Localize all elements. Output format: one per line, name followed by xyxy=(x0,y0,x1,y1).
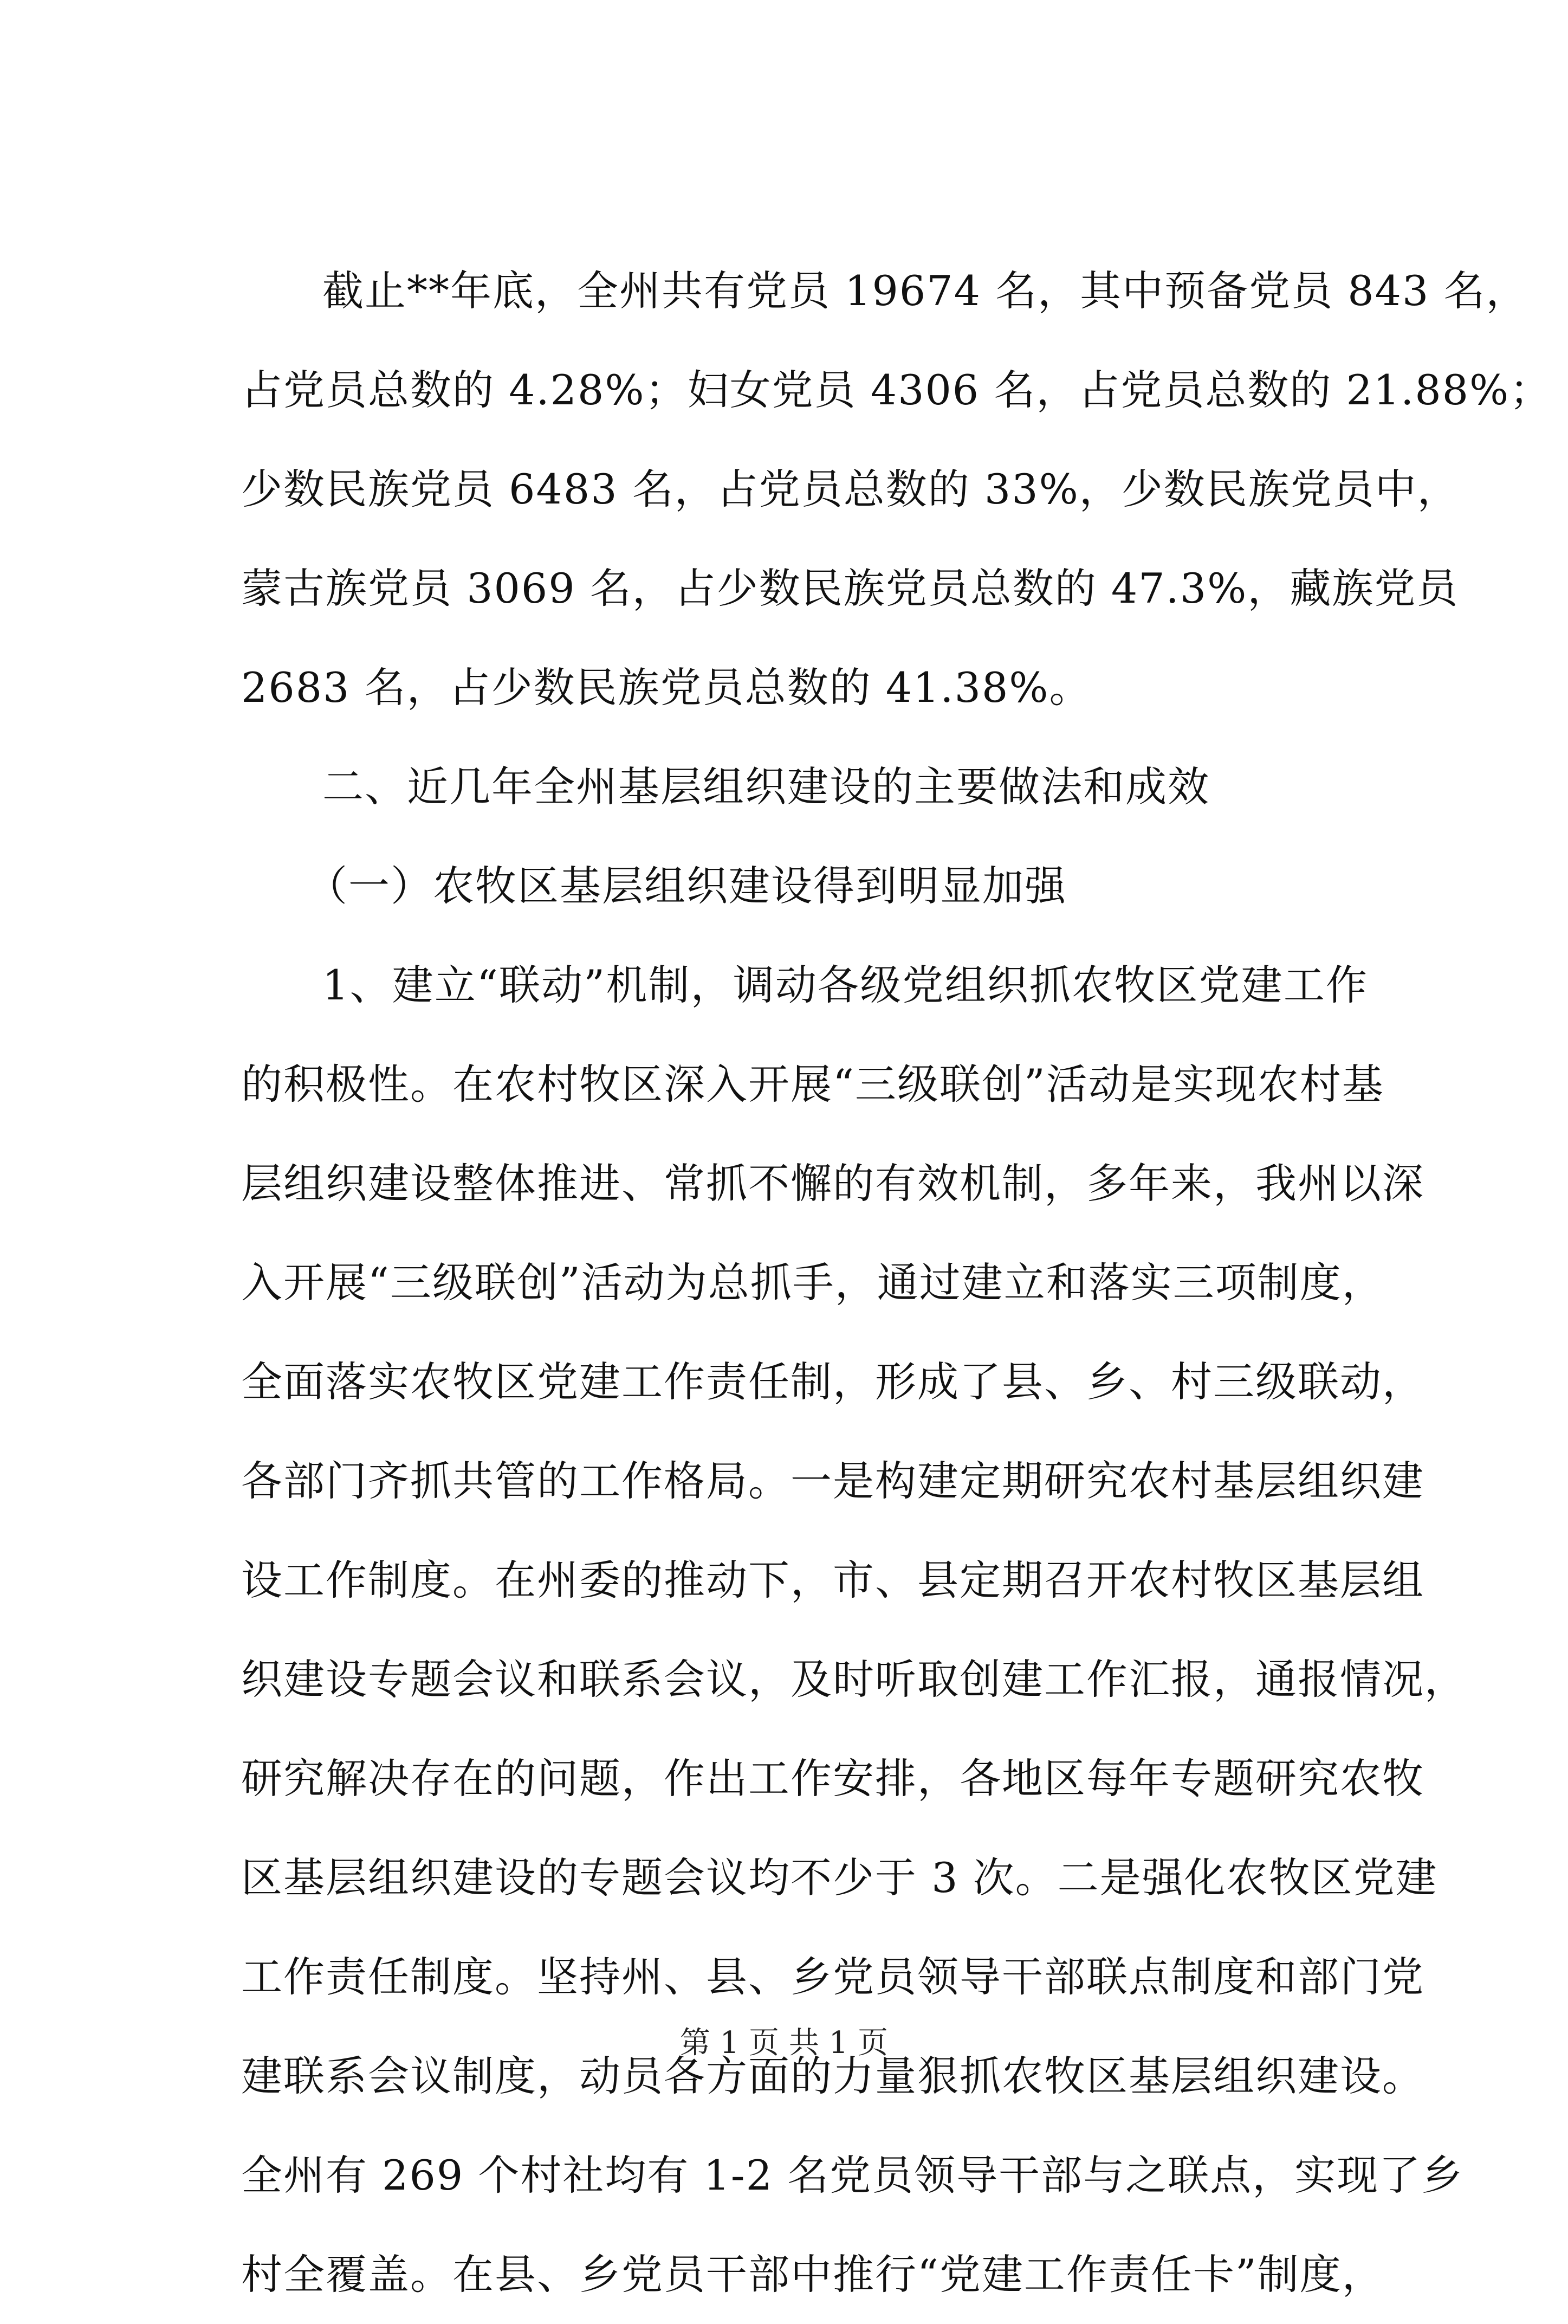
section-heading: 二、近几年全州基层组织建设的主要做法和成效 xyxy=(322,763,1210,811)
paragraph-1-line-4: 蒙古族党员 3069 名，占少数民族党员总数的 47.3%，藏族党员 xyxy=(241,564,1459,612)
paragraph-2-line-8: 织建设专题会议和联系会议，及时听取创建工作汇报，通报情况， xyxy=(241,1655,1467,1703)
document-body xyxy=(241,241,1552,2324)
paragraph-2-line-2: 的积极性。在农村牧区深入开展“三级联创”活动是实现农村基 xyxy=(241,1060,1384,1108)
paragraph-1-line-2: 占党员总数的 4.28%；妇女党员 4306 名，占党员总数的 21.88%； xyxy=(241,366,1552,414)
paragraph-2-line-13: 全州有 269 个村社均有 1-2 名党员领导干部与之联点，实现了乡 xyxy=(241,2151,1464,2199)
paragraph-2-line-9: 研究解决存在的问题，作出工作安排，各地区每年专题研究农牧 xyxy=(241,1754,1424,1803)
paragraph-2-line-14: 村全覆盖。在县、乡党员干部中推行“党建工作责任卡”制度， xyxy=(241,2250,1384,2299)
paragraph-2-line-7: 设工作制度。在州委的推动下，市、县定期召开农村牧区基层组 xyxy=(241,1556,1424,1604)
paragraph-1-line-1: 截止**年底，全州共有党员 19674 名，其中预备党员 843 名， xyxy=(322,267,1528,315)
paragraph-2-line-3: 层组织建设整体推进、常抓不懈的有效机制，多年来，我州以深 xyxy=(241,1159,1424,1208)
paragraph-2-line-11: 工作责任制度。坚持州、县、乡党员领导干部联点制度和部门党 xyxy=(241,1953,1424,2001)
paragraph-2-line-6: 各部门齐抓共管的工作格局。一是构建定期研究农村基层组织建 xyxy=(241,1457,1424,1505)
subsection-heading: （一）农牧区基层组织建设得到明显加强 xyxy=(306,862,1067,910)
paragraph-2-line-12: 建联系会议制度，动员各方面的力量狠抓农牧区基层组织建设。 xyxy=(241,2052,1424,2100)
page-footer: 第 1 页 共 1 页 xyxy=(679,2025,889,2061)
paragraph-2-line-1: 1、建立“联动”机制，调动各级党组织抓农牧区党建工作 xyxy=(322,961,1368,1009)
paragraph-1-line-5: 2683 名，占少数民族党员总数的 41.38%。 xyxy=(241,663,1092,712)
paragraph-2-line-10: 区基层组织建设的专题会议均不少于 3 次。二是强化农牧区党建 xyxy=(241,1854,1438,1902)
paragraph-1-line-3: 少数民族党员 6483 名，占党员总数的 33%，少数民族党员中， xyxy=(241,465,1460,513)
paragraph-2-line-4: 入开展“三级联创”活动为总抓手，通过建立和落实三项制度， xyxy=(241,1258,1384,1307)
paragraph-2-line-5: 全面落实农牧区党建工作责任制，形成了县、乡、村三级联动， xyxy=(241,1358,1424,1406)
